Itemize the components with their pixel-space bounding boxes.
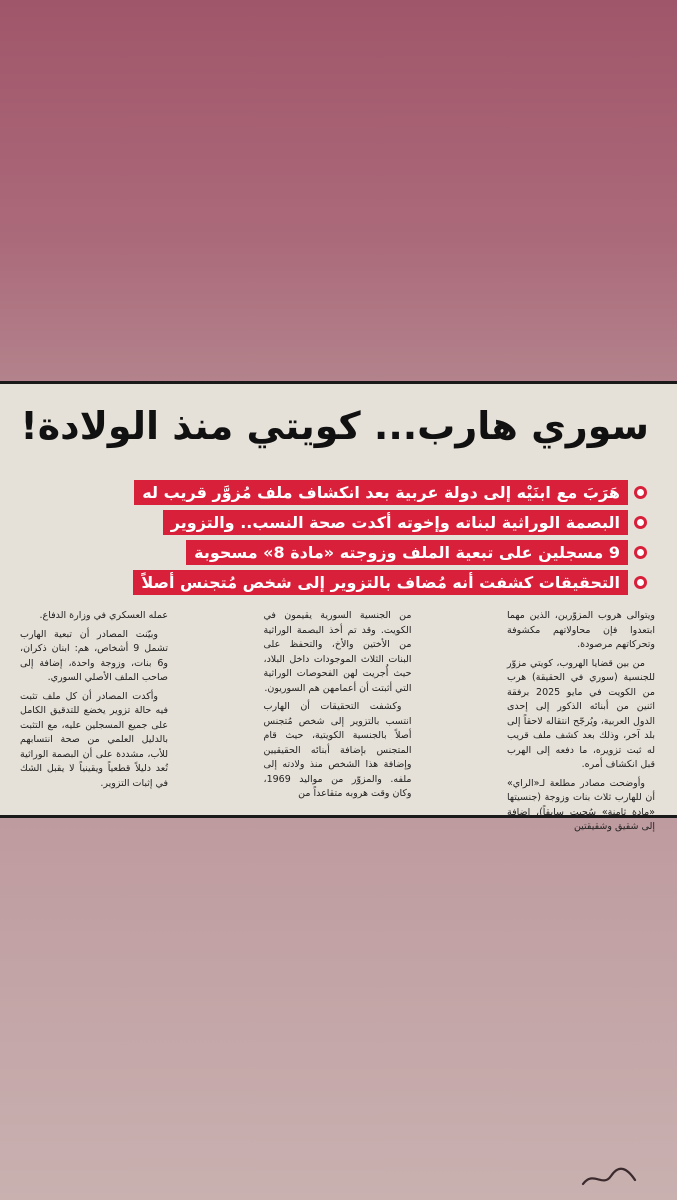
paragraph: من بين قضايا الهروب، كويتي مزوّر للجنسية (سوري في الحقيقة) هرب من الكويت في مايو 2025 برفقة اثنين من أبنائه الذكور إلى إحدى الدول العربية، ويُرجّح انتقاله لاحقاً إلى بلد آخر، وذلك بعد كشف ملف قريب له ثبت تزويره، ما دفعه إلى الهرب قبل انكشاف أمره. xyxy=(507,657,655,770)
paragraph: وكشفت التحقيقات أن الهارب انتسب بالتزوير إلى شخص مُتجنس أصلاً بالجنسية الكويتية، حيث قام المتجنس بإضافة أبنائه الحقيقيين وإضافة هذا الشخص منذ ولادته إلى ملفه. والمزوّر من مواليد 1969، وكان وقت هروبه متقاعداً من xyxy=(263,701,412,799)
paragraph: ويتوالى هروب المزوّرين، الذين مهما ابتعدوا فإن محاولاتهم مكشوفة وتحركاتهم مرصودة. xyxy=(507,610,655,650)
scribble-mark-icon xyxy=(579,1162,639,1190)
paragraph: وأكدت المصادر أن كل ملف تثبت فيه حالة تزوير يخضع للتدقيق الكامل على جميع المسجلين عليه، مع التثبت بالدليل العلمي من صحة انتسابهم للأب، مشددة على أن البصمة الوراثية تُعد دليلاً قطعياً ويقينياً لا يقبل الشك في إثبات التزوير. xyxy=(20,690,168,789)
bullet-circle-icon xyxy=(634,576,647,589)
paragraph: من الجنسية السورية يقيمون في الكويت. وقد تم أخذ البصمة الوراثية من الأختين والأخ، والتحفظ على البنات الثلاث الموجودات داخل البلاد، حيث أُجريت لهن الفحوصات الوراثية التي أثبتت أن أعمامهن هم السوريون. xyxy=(263,610,412,694)
bullet-item xyxy=(27,570,647,595)
bullet-item xyxy=(27,510,647,535)
bullet-circle-icon xyxy=(634,486,647,499)
article-body xyxy=(20,609,655,832)
bullet-text: 9 مسجلين على تبعية الملف وزوجته «مادة 8» مسحوبة xyxy=(186,540,628,565)
bullet-circle-icon xyxy=(634,546,647,559)
bullet-circle-icon xyxy=(634,516,647,529)
newspaper-clipping xyxy=(0,381,677,832)
paragraph: وبيّنت المصادر أن تبعية الهارب تشمل 9 أشخاص، هم: ابنان ذكران، و6 بنات، وزوجة واحدة، إضافة إلى صاحب الملف الأصلي السوري. xyxy=(20,628,169,683)
bullet-text: هَرَبَ مع ابنَيْه إلى دولة عربية بعد انكشاف ملف مُزوَّر قريب له xyxy=(134,480,628,505)
article-column-1 xyxy=(507,609,655,832)
paragraph: وأوضحت مصادر مطلعة لـ«الراي» أن للهارب ثلاث بنات وزوجة (جنسيتها «مادة ثامنة» سُحبت سابقاً)، إضافة إلى شقيق وشقيقتين xyxy=(507,777,655,832)
bullet-item xyxy=(27,480,647,505)
article-column-2 xyxy=(264,609,412,809)
paragraph: عمله العسكري في وزارة الدفاع. xyxy=(39,610,168,621)
bullet-item xyxy=(27,540,647,565)
bullet-text: البصمة الوراثية لبناته وإخوته أكدت صحة النسب.. والتزوير xyxy=(163,510,628,535)
bullet-text: التحقيقات كشفت أنه مُضاف بالتزوير إلى شخص مُتجنس أصلاً xyxy=(133,570,628,595)
bullet-list xyxy=(27,480,647,600)
headline: سوري هارب... كويتي منذ الولادة! xyxy=(20,404,649,448)
article-column-3 xyxy=(20,609,168,809)
